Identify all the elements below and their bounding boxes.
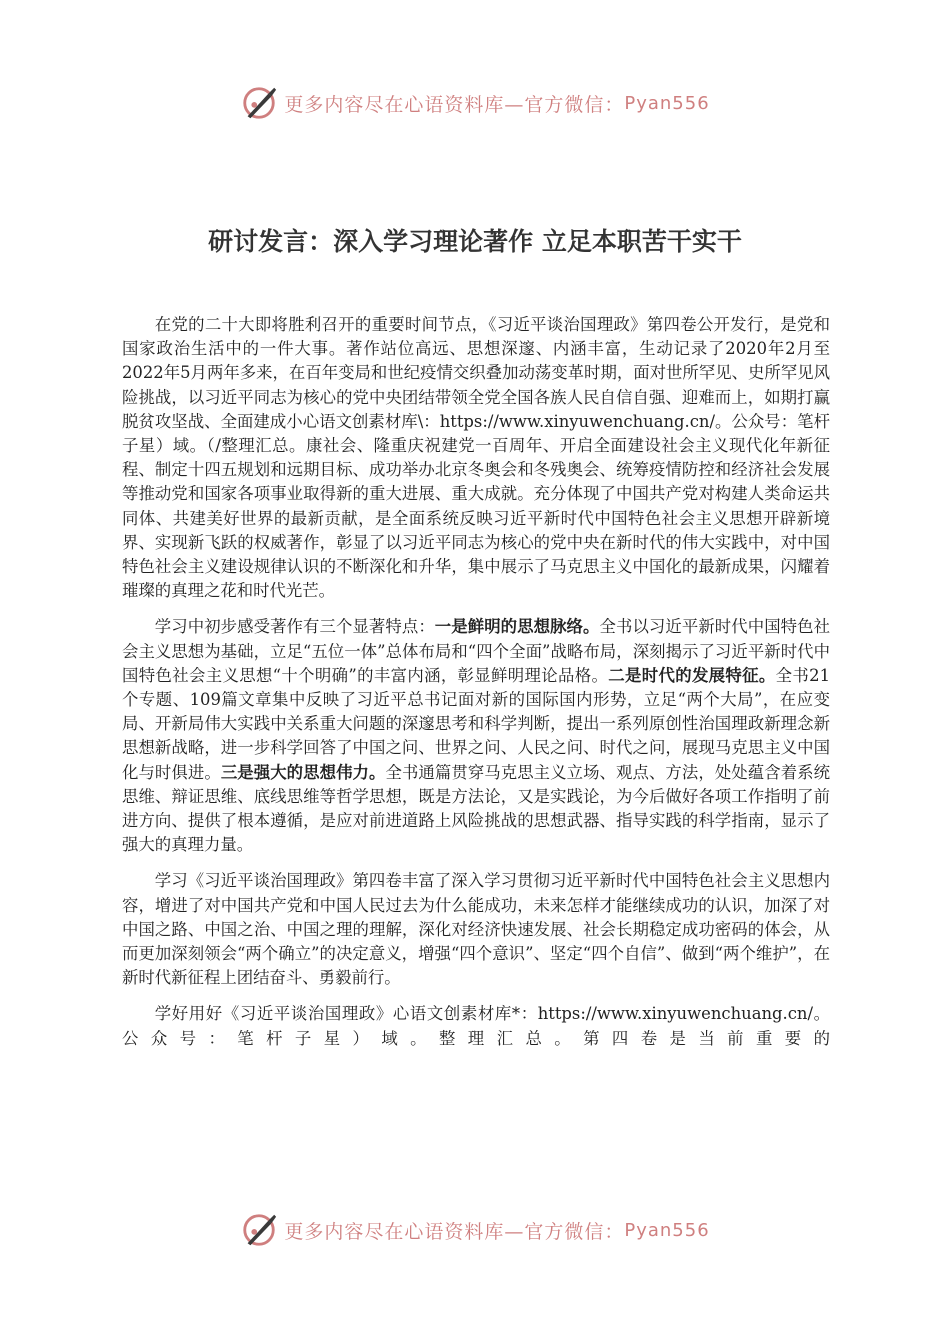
paragraph-segment: 学习《习近平谈治国理政》第四卷丰富了深入学习贯彻习近平新时代中国特色社会主义思想内容，增进了对中国共产党和中国人民过去为什么能成功，未来怎样才能继续成功的认识，加深了对中国之路、中国之治、中国之理的理解，深化对经济快速发展、社会长期稳定成功密码的体会，从而更加深刻领会“两个确立”的决定意义，增强“四个意识”、坚定“四个自信”、做到“两个维护”，在新时代新征程上团结奋斗、勇毅前行。 bbox=[122, 871, 830, 988]
paragraph-3 bbox=[122, 869, 830, 990]
paragraph-segment: 全书以习近平新时代中国特色社会主义思想为基础，立足“五位一体”总体布局和“四个全面”战略布局，深刻揭示了习近平新时代中国特色社会主义思想“十个明确”的丰富内涵，彰显鲜明理论品格。 bbox=[122, 617, 831, 685]
header-wechat-id: Pyan556 bbox=[624, 92, 710, 114]
point-one-heading: 一是鲜明的思想脉络。 bbox=[434, 617, 600, 637]
paragraph-4 bbox=[122, 1002, 830, 1050]
header-banner-text: 更多内容尽在心语资料库—官方微信： bbox=[284, 93, 625, 116]
article-body bbox=[122, 313, 830, 1063]
page-title: 研讨发言：深入学习理论著作 立足本职苦干实干 bbox=[208, 227, 742, 256]
paragraph-segment: 学好用好《习近平谈治国理政》心语文创素材库*：https://www.xinyuwenchuang.cn/。公众号：笔杆子星）域。整理汇总。第四卷是当前重要的 bbox=[122, 1004, 830, 1048]
paragraph-2 bbox=[122, 615, 830, 857]
pen-logo-icon bbox=[240, 1211, 278, 1249]
footer-banner bbox=[0, 1211, 950, 1249]
paragraph-segment: 在党的二十大即将胜利召开的重要时间节点，《习近平谈治国理政》第四卷公开发行，是党和国家政治生活中的一件大事。著作站位高远、思想深邃、内涵丰富，生动记录了2020年2月至2022年5月两年多来，在百年变局和世纪疫情交织叠加动荡变革时期，面对世所罕见、史所罕见风险挑战，以习近平同志为核心的党中央团结带领全党全国各族人民自信自强、迎难而上，如期打赢脱贫攻坚战、全面建成小心语文创素材库\：https://www.xinyuwenchuang.cn/。公众号：笔杆子星）域。（/整理汇总。康社会、隆重庆祝建党一百周年、开启全面建设社会主义现代化年新征程、制定十四五规划和远期目标、成功举办北京冬奥会和冬残奥会、统筹疫情防控和经济社会发展等推动党和国家各项事业取得新的重大进展、重大成就。充分体现了中国共产党对构建人类命运共同体、共建美好世界的最新贡献，是全面系统反映习近平新时代中国特色社会主义思想开辟新境界、实现新飞跃的权威著作，彰显了以习近平同志为核心的党中央在新时代的伟大实践中，对中国特色社会主义建设规律认识的不断深化和升华，集中展示了马克思主义中国化的最新成果，闪耀着璀璨的真理之花和时代光芒。 bbox=[122, 315, 830, 601]
pen-logo-icon bbox=[240, 84, 278, 122]
paragraph-segment: 学习中初步感受著作有三个显著特点： bbox=[154, 617, 435, 637]
footer-banner-text: 更多内容尽在心语资料库—官方微信： bbox=[284, 1220, 625, 1243]
header-banner bbox=[0, 84, 950, 122]
footer-wechat-id: Pyan556 bbox=[624, 1219, 710, 1241]
paragraph-segment: 全书21个专题、109篇文章集中反映了习近平总书记面对新的国际国内形势，立足“两个大局”，在应变局、开新局伟大实践中关系重大问题的深邃思考和科学判断，提出一系列原创性治国理政新理念新思想新战略，进一步科学回答了中国之问、世界之问、人民之问、时代之问，展现马克思主义中国化与时俱进。 bbox=[122, 665, 830, 782]
point-two-heading: 二是时代的发展特征。 bbox=[608, 665, 776, 685]
paragraph-1 bbox=[122, 313, 830, 603]
point-three-heading: 三是强大的思想伟力。 bbox=[220, 762, 386, 782]
paragraph-segment: 全书通篇贯穿马克思主义立场、观点、方法，处处蕴含着系统思维、辩证思维、底线思维等哲学思想，既是方法论，又是实践论，为今后做好各项工作指明了前进方向、提供了根本遵循，是应对前进道路上风险挑战的思想武器、指导实践的科学指南，显示了强大的真理力量。 bbox=[122, 762, 831, 855]
